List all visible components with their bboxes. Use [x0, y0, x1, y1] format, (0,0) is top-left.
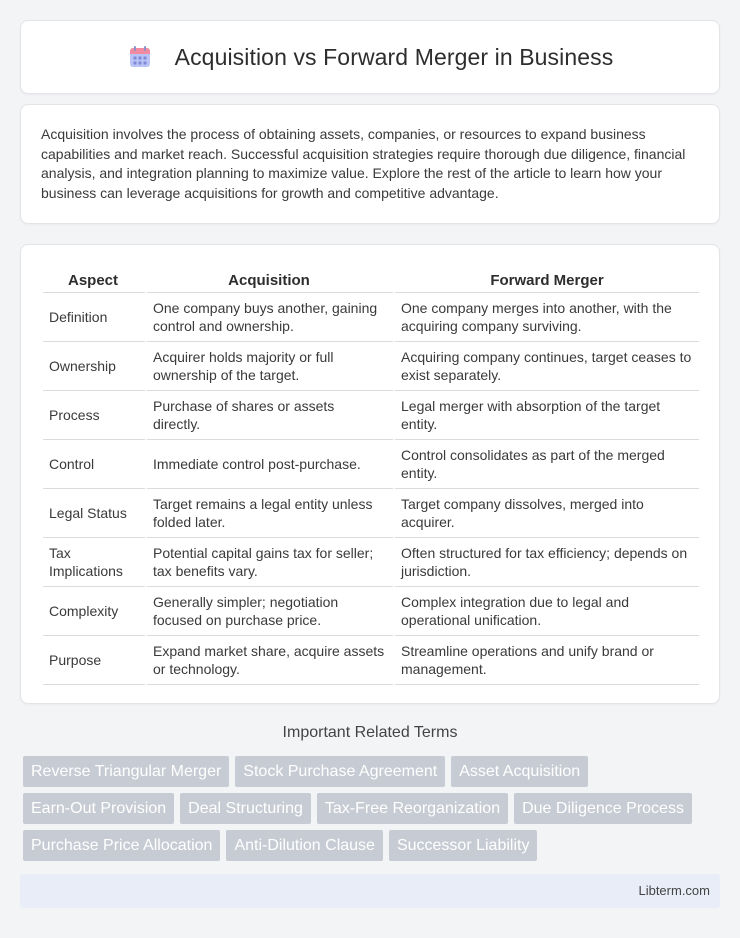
row-aspect: Purpose — [43, 636, 147, 685]
row-aspect: Control — [43, 440, 147, 489]
column-header-acquisition: Acquisition — [147, 265, 395, 293]
row-forward-merger: Target company dissolves, merged into acquirer. — [395, 489, 699, 538]
related-terms-heading: Important Related Terms — [282, 724, 458, 741]
related-term-tag[interactable]: Stock Purchase Agreement — [235, 756, 445, 787]
row-aspect: Definition — [43, 293, 147, 342]
comparison-table — [43, 265, 699, 685]
intro-paragraph: Acquisition involves the process of obtaining assets, companies, or resources to expand business capabilities and market reach. Successful acquisition strategies require thorough due diligence, financial analysis, and integration planning to maximize value. Explore the rest of the article to learn how your business can leverage acquisitions for growth and competitive advantage. — [41, 126, 686, 201]
row-acquisition: One company buys another, gaining control and ownership. — [147, 293, 395, 342]
row-acquisition: Generally simpler; negotiation focused on purchase price. — [147, 587, 395, 636]
row-forward-merger: Complex integration due to legal and operational unification. — [395, 587, 699, 636]
related-term-tag[interactable]: Anti-Dilution Clause — [226, 830, 383, 861]
table-row — [43, 342, 699, 391]
row-forward-merger: Often structured for tax efficiency; depends on jurisdiction. — [395, 538, 699, 587]
table-row — [43, 440, 699, 489]
related-term-tag[interactable]: Successor Liability — [389, 830, 538, 861]
row-acquisition: Expand market share, acquire assets or technology. — [147, 636, 395, 685]
column-header-aspect: Aspect — [43, 265, 147, 293]
related-terms-list — [23, 756, 723, 867]
row-aspect: Process — [43, 391, 147, 440]
comparison-table-card — [20, 244, 720, 704]
row-aspect: Ownership — [43, 342, 147, 391]
related-term-tag[interactable]: Asset Acquisition — [451, 756, 588, 787]
related-term-tag[interactable]: Earn-Out Provision — [23, 793, 174, 824]
table-row — [43, 489, 699, 538]
calendar-icon — [127, 44, 153, 70]
table-row — [43, 293, 699, 342]
row-forward-merger: Streamline operations and unify brand or management. — [395, 636, 699, 685]
row-acquisition: Potential capital gains tax for seller; tax benefits vary. — [147, 538, 395, 587]
row-forward-merger: Legal merger with absorption of the target entity. — [395, 391, 699, 440]
title-wrap — [127, 44, 614, 71]
row-acquisition: Purchase of shares or assets directly. — [147, 391, 395, 440]
related-term-tag[interactable]: Due Diligence Process — [514, 793, 692, 824]
title-card — [20, 20, 720, 94]
row-acquisition: Immediate control post-purchase. — [147, 440, 395, 489]
row-forward-merger: Acquiring company continues, target ceases to exist separately. — [395, 342, 699, 391]
related-term-tag[interactable]: Purchase Price Allocation — [23, 830, 220, 861]
column-header-forward-merger: Forward Merger — [395, 265, 699, 293]
page-title: Acquisition vs Forward Merger in Business — [174, 43, 614, 70]
footer-brand[interactable]: Libterm.com — [638, 883, 710, 898]
table-row — [43, 636, 699, 685]
row-aspect: Complexity — [43, 587, 147, 636]
related-term-tag[interactable]: Reverse Triangular Merger — [23, 756, 229, 787]
row-acquisition: Target remains a legal entity unless folded later. — [147, 489, 395, 538]
row-aspect: Legal Status — [43, 489, 147, 538]
row-forward-merger: One company merges into another, with the acquiring company surviving. — [395, 293, 699, 342]
footer — [20, 874, 720, 908]
related-term-tag[interactable]: Tax-Free Reorganization — [317, 793, 508, 824]
row-forward-merger: Control consolidates as part of the merged entity. — [395, 440, 699, 489]
row-acquisition: Acquirer holds majority or full ownership of the target. — [147, 342, 395, 391]
related-term-tag[interactable]: Deal Structuring — [180, 793, 311, 824]
table-row — [43, 538, 699, 587]
table-row — [43, 391, 699, 440]
table-row — [43, 587, 699, 636]
intro-card — [20, 104, 720, 224]
table-header-row — [43, 265, 699, 293]
row-aspect: Tax Implications — [43, 538, 147, 587]
